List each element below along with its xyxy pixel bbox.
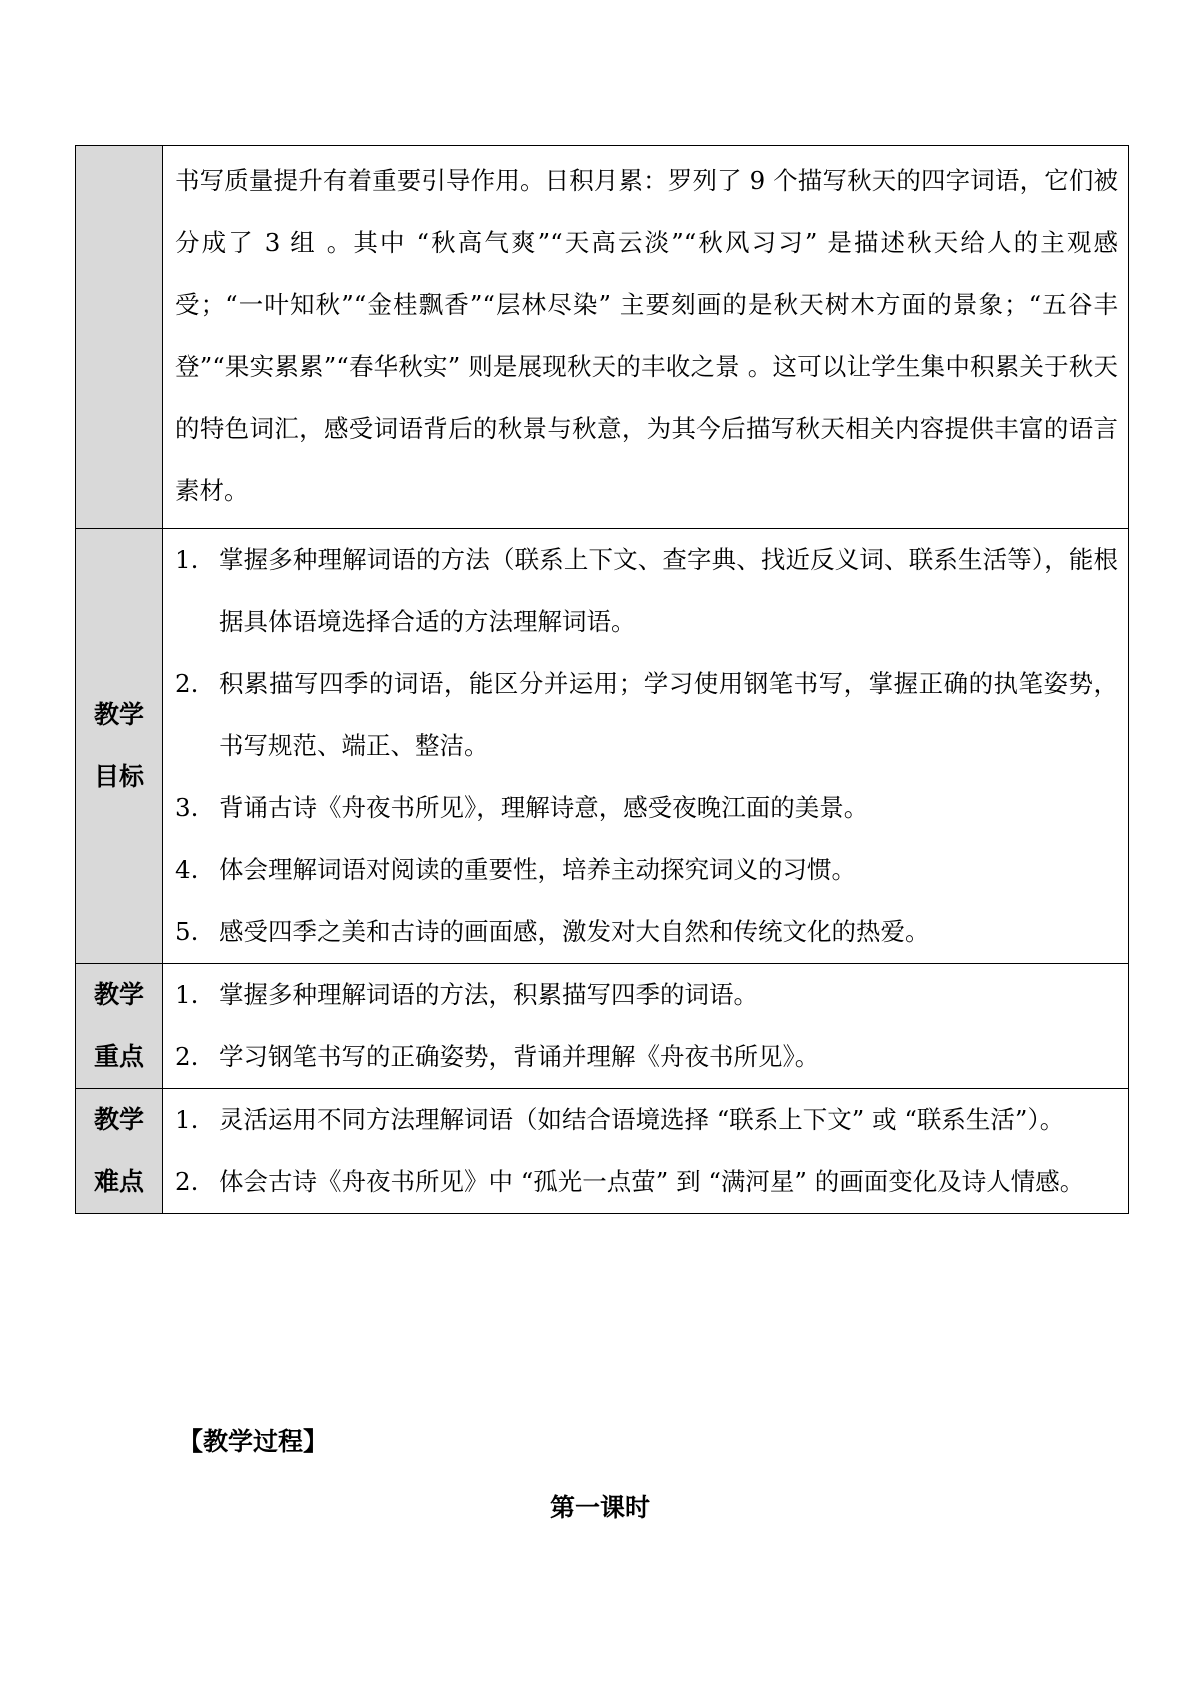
objectives-list [175,529,1118,963]
difficulties-label-line1: 教学 [93,1105,144,1134]
table-row-difficulties [76,1089,1129,1214]
key-points-content-cell [163,964,1129,1089]
list-item [175,777,1118,839]
item-text: 背诵古诗《舟夜书所见》，理解诗意，感受夜晚江面的美景。 [219,793,869,822]
item-number: 3. [175,793,199,822]
list-item [175,529,1118,653]
item-text: 积累描写四季的词语，能区分并运用；学习使用钢笔书写，掌握正确的执笔姿势，书写规范、端正、整洁。 [219,669,1118,760]
difficulties-list [175,1089,1118,1213]
list-item [175,839,1118,901]
item-text: 学习钢笔书写的正确姿势，背诵并理解《舟夜书所见》。 [219,1042,820,1071]
list-item [175,1026,1118,1088]
list-item [175,901,1118,963]
item-number: 2. [175,669,199,698]
item-text: 体会古诗《舟夜书所见》中 “孤光一点萤” 到 “满河星” 的画面变化及诗人情感。 [219,1167,1085,1196]
empty-label-cell [76,146,163,529]
objectives-label-line1: 教学 [93,700,144,729]
item-text: 体会理解词语对阅读的重要性，培养主动探究词义的习惯。 [219,855,856,884]
list-item [175,964,1118,1026]
objectives-content-cell [163,529,1129,964]
item-number: 2. [175,1167,199,1196]
analysis-content-cell [163,146,1129,529]
list-item [175,1151,1118,1213]
lesson-title: 第一课时 [549,1493,650,1522]
key-points-label-line1: 教学 [93,980,144,1009]
item-text: 掌握多种理解词语的方法（联系上下文、查字典、找近反义词、联系生活等），能根据具体语境选择合适的方法理解词语。 [219,545,1118,636]
table-row-objectives [76,529,1129,964]
item-number: 1. [175,980,199,1009]
objectives-label [76,529,163,964]
lesson-plan-table [75,145,1129,1214]
objectives-label-line2: 目标 [93,762,144,791]
item-number: 5. [175,917,199,946]
item-number: 4. [175,855,199,884]
item-number: 1. [175,1105,199,1134]
list-item [175,653,1118,777]
section-heading: 【教学过程】 [178,1427,329,1456]
key-points-label [76,964,163,1089]
difficulties-content-cell [163,1089,1129,1214]
item-text: 灵活运用不同方法理解词语（如结合语境选择 “联系上下文” 或 “联系生活”）。 [219,1105,1065,1134]
list-item [175,1089,1118,1151]
difficulties-label [76,1089,163,1214]
item-text: 感受四季之美和古诗的画面感，激发对大自然和传统文化的热爱。 [219,917,930,946]
item-number: 1. [175,545,199,574]
item-text: 掌握多种理解词语的方法，积累描写四季的词语。 [219,980,758,1009]
analysis-paragraph: 书写质量提升有着重要引导作用。日积月累：罗列了 9 个描写秋天的四字词语，它们被分成了 3 组 。其中 “秋高气爽”“天高云淡”“秋风习习” 是描述秋天给人的主观感受；“一叶知秋”“金桂飘香”“层林尽染” 主要刻画的是秋天树木方面的景象；“五谷丰登”“果实累累”“春华秋实” 则是展现秋天的丰收之景 。这可以让学生集中积累关于秋天的特色词汇，感受词语背后的秋景与秋意，为其今后描写秋天相关内容提供丰富的语言素材。 [175,166,1118,505]
difficulties-label-line2: 难点 [93,1167,144,1196]
key-points-list [175,964,1118,1088]
key-points-label-line2: 重点 [93,1042,144,1071]
table-row-analysis-continued [76,146,1129,529]
item-number: 2. [175,1042,199,1071]
table-row-key-points [76,964,1129,1089]
